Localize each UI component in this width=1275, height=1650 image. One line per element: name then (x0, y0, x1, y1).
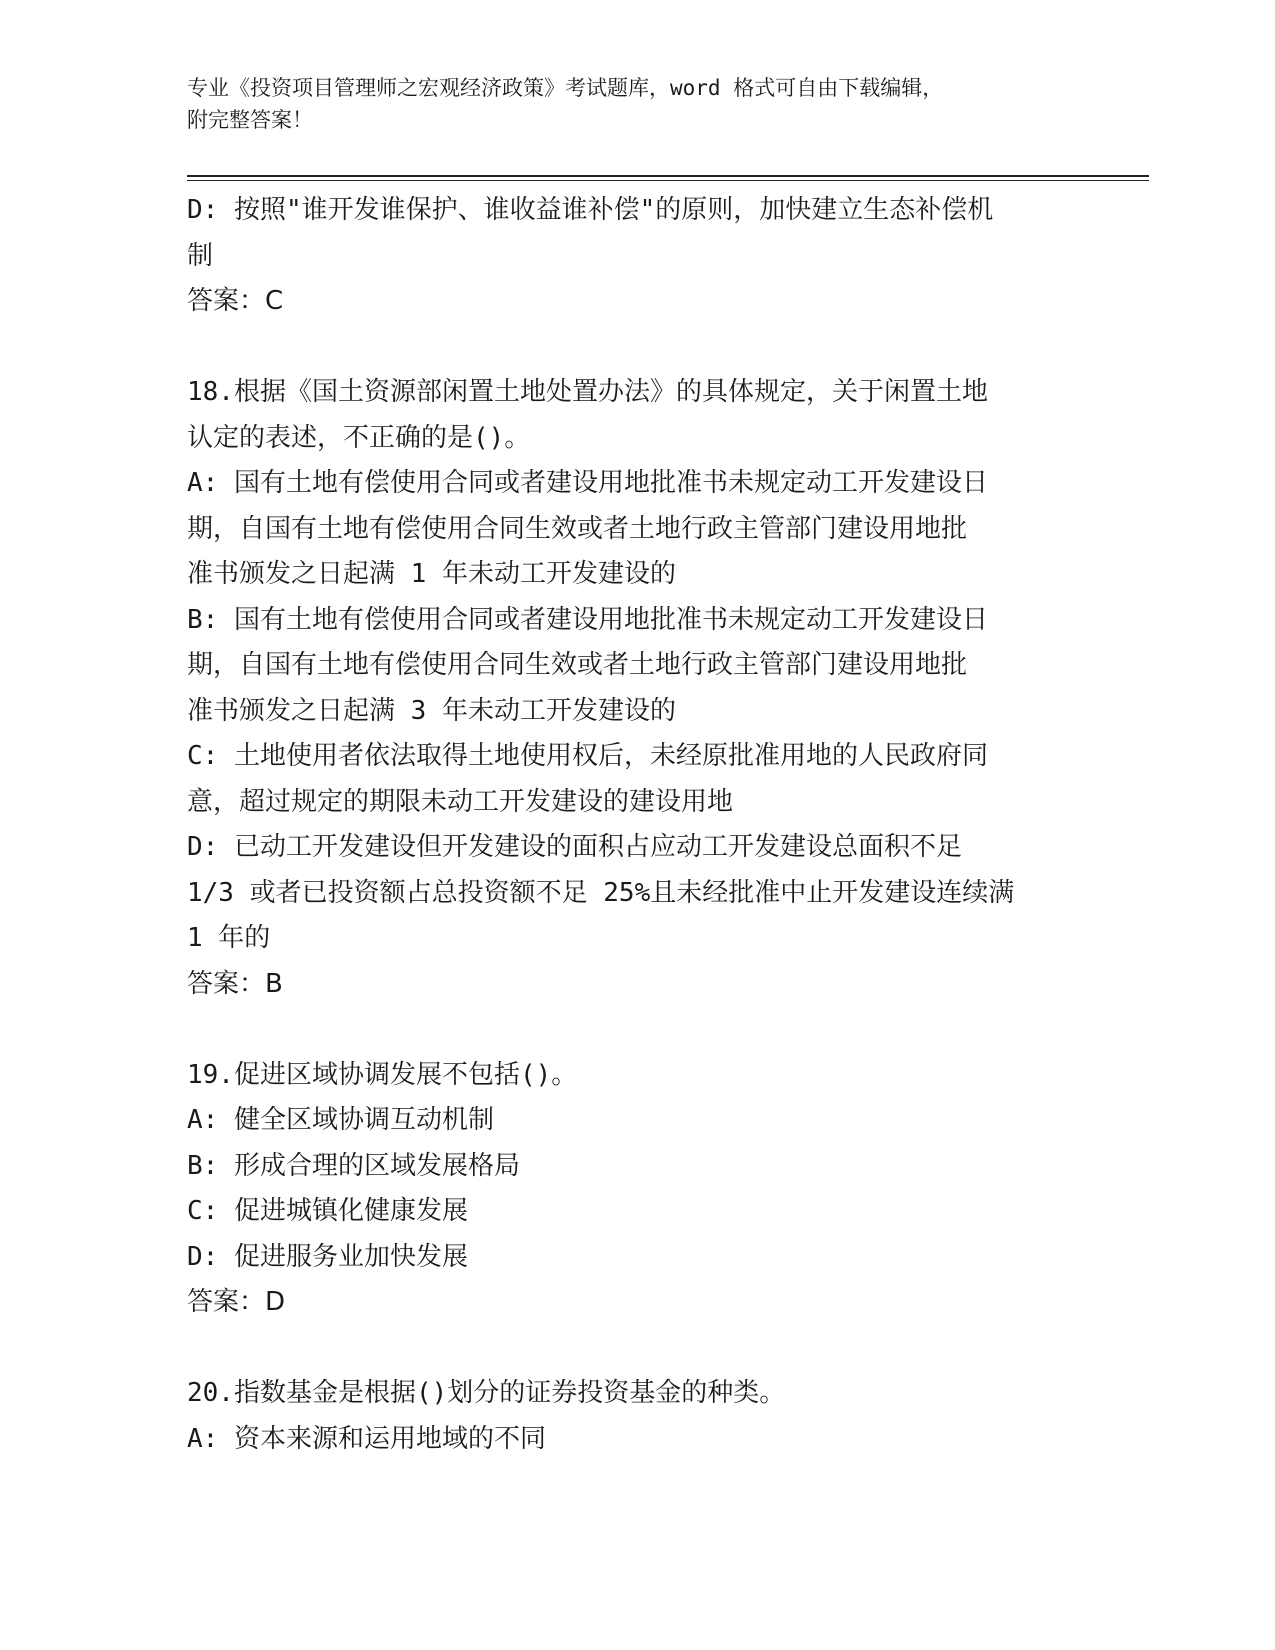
q19-option-b: B: 形成合理的区域发展格局 (187, 1150, 520, 1181)
stem-line: 18.根据《国土资源部闲置土地处置办法》的具体规定，关于闲置土地 (187, 377, 988, 407)
question-content (187, 188, 1087, 1462)
stem-line: 认定的表述，不正确的是()。 (187, 422, 531, 453)
option-line: D: 已动工开发建设但开发建设的面积占应动工开发建设总面积不足 (187, 832, 962, 862)
option-line: 1/3 或者已投资额占总投资额不足 25%且未经批准中止开发建设连续满 (187, 877, 1015, 908)
option-line: D: 按照"谁开发谁保护、谁收益谁补偿"的原则，加快建立生态补偿机 (187, 195, 994, 225)
q19-option-c: C: 促进城镇化健康发展 (187, 1196, 468, 1226)
header-divider-thin (187, 180, 1149, 181)
q20-stem: 20.指数基金是根据()划分的证券投资基金的种类。 (187, 1378, 786, 1408)
option-line: A: 国有土地有偿使用合同或者建设用地批准书未规定动工开发建设日 (187, 468, 988, 498)
option-line: 1 年的 (187, 923, 271, 953)
header-line-1: 专业《投资项目管理师之宏观经济政策》考试题库，word 格式可自由下载编辑， (187, 76, 944, 100)
q19-option-a: A: 健全区域协调互动机制 (187, 1105, 494, 1135)
option-line: 制 (187, 240, 214, 271)
spacer (187, 325, 1087, 371)
q18-answer: 答案：B (187, 968, 283, 999)
header-line-2: 附完整答案！ (187, 108, 313, 132)
q18-option-c (187, 734, 1087, 825)
q18-option-a (187, 461, 1087, 598)
option-line: 准书颁发之日起满 3 年未动工开发建设的 (187, 695, 676, 726)
q19-answer: 答案：D (187, 1287, 286, 1317)
option-line: B: 国有土地有偿使用合同或者建设用地批准书未规定动工开发建设日 (187, 604, 988, 635)
option-line: C: 土地使用者依法取得土地使用权后，未经原批准用地的人民政府同 (187, 741, 988, 771)
header-divider-thick (187, 175, 1149, 177)
spacer (187, 1007, 1087, 1053)
spacer (187, 1326, 1087, 1372)
option-line: 期，自国有土地有偿使用合同生效或者土地行政主管部门建设用地批 (187, 513, 968, 544)
q18-option-d (187, 825, 1087, 962)
option-line: 意，超过规定的期限未动工开发建设的建设用地 (187, 786, 734, 817)
q20-option-a: A: 资本来源和运用地域的不同 (187, 1423, 546, 1454)
prev-answer: 答案：C (187, 286, 284, 316)
option-line: 期，自国有土地有偿使用合同生效或者土地行政主管部门建设用地批 (187, 650, 968, 680)
q19-stem: 19.促进区域协调发展不包括()。 (187, 1059, 578, 1090)
option-line: 准书颁发之日起满 1 年未动工开发建设的 (187, 559, 676, 589)
q18-option-b (187, 598, 1087, 735)
prev-option-d (187, 188, 1087, 279)
document-header (187, 72, 1067, 136)
q19-option-d: D: 促进服务业加快发展 (187, 1241, 468, 1272)
q18-stem (187, 370, 1087, 461)
